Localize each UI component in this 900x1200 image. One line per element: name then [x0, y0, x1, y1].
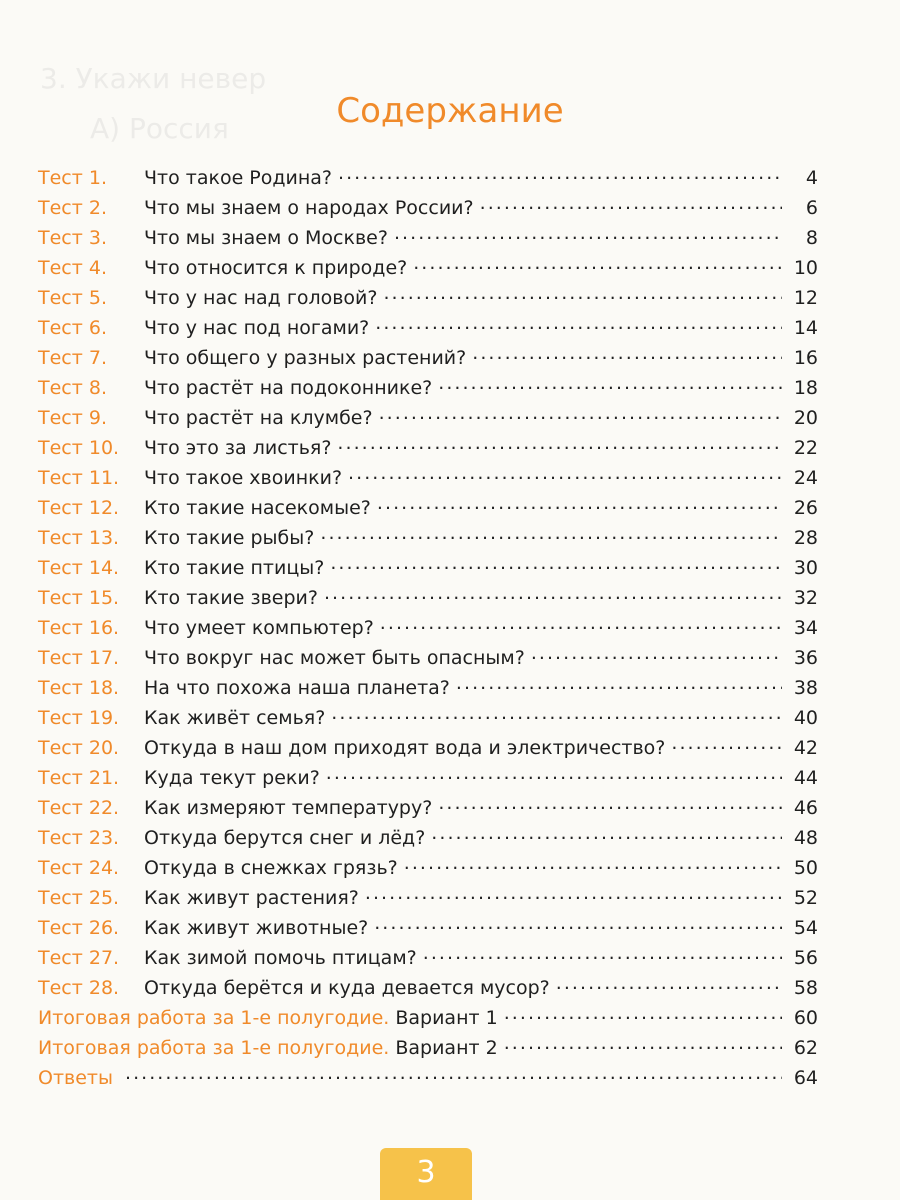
toc-entry-page: 4: [805, 167, 818, 189]
dot-leader: [383, 282, 782, 304]
toc-entry-label: Тест 25.: [38, 887, 120, 909]
toc-entry-title: Что мы знаем о Москве?: [144, 227, 388, 249]
toc-entry-title: Как измеряют температуру?: [144, 797, 433, 819]
toc-entry-title: Что мы знаем о народах России?: [144, 197, 474, 219]
toc-entry-label: Тест 28.: [38, 977, 120, 999]
toc-entry-title: Откуда берётся и куда девается мусор?: [144, 977, 550, 999]
toc-entry-label: Тест 15.: [38, 587, 120, 609]
toc-entry-title: Что общего у разных растений?: [144, 347, 467, 369]
toc-entry-page: 10: [793, 257, 818, 279]
toc-entry-label: Тест 23.: [38, 827, 120, 849]
dot-leader: [330, 552, 782, 574]
dot-leader: [379, 402, 782, 424]
dot-leader: [671, 732, 782, 754]
toc-entry-title: Что растёт на подоконнике?: [144, 377, 433, 399]
toc-entry[interactable]: [38, 972, 818, 1002]
toc-entry-label: Тест 27.: [38, 947, 120, 969]
dot-leader: [326, 762, 782, 784]
toc-entry-title: Кто такие насекомые?: [144, 497, 371, 519]
dot-leader: [331, 702, 782, 724]
toc-entry-label: Тест 18.: [38, 677, 120, 699]
toc-entry-title: Как живёт семья?: [144, 707, 326, 729]
toc-entry-title: Как зимой помочь птицам?: [144, 947, 417, 969]
toc-entry-page: 50: [793, 857, 818, 879]
toc-entry-page: 8: [805, 227, 818, 249]
toc-entry-title: Вариант 2: [395, 1037, 498, 1059]
dot-leader: [472, 342, 782, 364]
toc-entry-label: Тест 13.: [38, 527, 120, 549]
toc-entry[interactable]: [38, 552, 818, 582]
toc-entry-page: 16: [793, 347, 818, 369]
toc-entry-label: Тест 3.: [38, 227, 107, 249]
toc-entry-label: Тест 8.: [38, 377, 107, 399]
toc-entry-label: Тест 26.: [38, 917, 120, 939]
dot-leader: [404, 852, 782, 874]
toc-entry-title: Кто такие птицы?: [144, 557, 325, 579]
toc-entry-page: 28: [793, 527, 818, 549]
toc-entry[interactable]: [38, 852, 818, 882]
toc-entry[interactable]: [38, 492, 818, 522]
toc-entry-page: 54: [793, 917, 818, 939]
toc-entry-title: Откуда в наш дом приходят вода и электричество?: [144, 737, 666, 759]
toc-entry-page: 48: [793, 827, 818, 849]
toc-entry-label: Тест 17.: [38, 647, 120, 669]
toc-entry-title: Что растёт на клумбе?: [144, 407, 373, 429]
dot-leader: [125, 1062, 782, 1084]
toc-entry-label: Тест 19.: [38, 707, 120, 729]
dot-leader: [438, 372, 782, 394]
dot-leader: [324, 582, 782, 604]
toc-entry-title: Что относится к природе?: [144, 257, 408, 279]
table-of-contents: [38, 162, 818, 1092]
toc-entry-title: Что у нас над головой?: [144, 287, 378, 309]
toc-entry-page: 38: [793, 677, 818, 699]
toc-entry-page: 20: [793, 407, 818, 429]
toc-entry-label: Тест 1.: [38, 167, 107, 189]
dot-leader: [423, 942, 782, 964]
toc-entry[interactable]: [38, 162, 818, 192]
toc-entry-page: 26: [793, 497, 818, 519]
toc-entry-title: Кто такие рыбы?: [144, 527, 315, 549]
toc-entry-page: 60: [793, 1007, 818, 1029]
toc-entry-title: Что такое хвоинки?: [144, 467, 343, 489]
toc-entry[interactable]: [38, 672, 818, 702]
toc-entry[interactable]: [38, 192, 818, 222]
toc-entry[interactable]: [38, 282, 818, 312]
toc-entry-page: 46: [793, 797, 818, 819]
toc-entry-page: 30: [793, 557, 818, 579]
toc-entry-page: 58: [793, 977, 818, 999]
toc-entry[interactable]: [38, 462, 818, 492]
toc-entry-label: Тест 24.: [38, 857, 120, 879]
toc-entry-label: Тест 21.: [38, 767, 120, 789]
toc-entry-title: Откуда в снежках грязь?: [144, 857, 398, 879]
dot-leader: [338, 162, 782, 184]
dot-leader: [504, 1032, 782, 1054]
toc-entry[interactable]: [38, 822, 818, 852]
toc-entry[interactable]: [38, 702, 818, 732]
toc-entry-label: Итоговая работа за 1-е полугодие.: [38, 1007, 390, 1029]
dot-leader: [380, 612, 782, 634]
dot-leader: [556, 972, 782, 994]
toc-entry[interactable]: [38, 732, 818, 762]
toc-entry-label: Тест 5.: [38, 287, 107, 309]
toc-entry-page: 18: [793, 377, 818, 399]
toc-entry[interactable]: [38, 252, 818, 282]
dot-leader: [413, 252, 782, 274]
toc-entry-title: Откуда берутся снег и лёд?: [144, 827, 426, 849]
toc-entry-page: 64: [793, 1067, 818, 1089]
dot-leader: [394, 222, 782, 244]
toc-entry[interactable]: [38, 942, 818, 972]
toc-entry-label: Тест 22.: [38, 797, 120, 819]
toc-entry-page: 44: [793, 767, 818, 789]
toc-entry-page: 42: [793, 737, 818, 759]
dot-leader: [375, 312, 782, 334]
show-through-text: 3. Укажи невер: [40, 62, 267, 95]
toc-entry-title: Что у нас под ногами?: [144, 317, 370, 339]
toc-entry-page: 36: [793, 647, 818, 669]
toc-entry[interactable]: [38, 1032, 818, 1062]
toc-entry-title: Куда текут реки?: [144, 767, 320, 789]
toc-entry-page: 24: [793, 467, 818, 489]
toc-entry-page: 56: [793, 947, 818, 969]
toc-entry-title: Как живут растения?: [144, 887, 359, 909]
toc-entry-label: Итоговая работа за 1-е полугодие.: [38, 1037, 390, 1059]
dot-leader: [438, 792, 782, 814]
dot-leader: [480, 192, 782, 214]
toc-entry-page: 22: [793, 437, 818, 459]
toc-entry-label: Тест 2.: [38, 197, 107, 219]
toc-entry[interactable]: [38, 912, 818, 942]
toc-entry-title: Как живут животные?: [144, 917, 369, 939]
toc-entry-page: 52: [793, 887, 818, 909]
toc-entry[interactable]: [38, 1002, 818, 1032]
toc-entry[interactable]: [38, 402, 818, 432]
toc-entry[interactable]: [38, 342, 818, 372]
dot-leader: [504, 1002, 782, 1024]
toc-entry[interactable]: [38, 432, 818, 462]
page-number-badge: 3: [380, 1148, 472, 1200]
toc-entry[interactable]: [38, 612, 818, 642]
toc-entry-label: Тест 7.: [38, 347, 107, 369]
toc-entry-page: 12: [793, 287, 818, 309]
show-through-text: А) Россия: [90, 112, 229, 145]
toc-entry-label: Тест 12.: [38, 497, 120, 519]
toc-entry[interactable]: [38, 792, 818, 822]
dot-leader: [377, 492, 782, 514]
toc-entry[interactable]: [38, 642, 818, 672]
toc-entry[interactable]: [38, 1062, 818, 1092]
toc-entry[interactable]: [38, 222, 818, 252]
toc-entry-title: На что похожа наша планета?: [144, 677, 450, 699]
toc-entry-title: Что такое Родина?: [144, 167, 333, 189]
toc-entry-title: Что вокруг нас может быть опасным?: [144, 647, 525, 669]
toc-entry-title: Вариант 1: [395, 1007, 498, 1029]
toc-entry-label: Тест 9.: [38, 407, 107, 429]
toc-entry[interactable]: [38, 882, 818, 912]
dot-leader: [431, 822, 782, 844]
toc-entry[interactable]: [38, 762, 818, 792]
dot-leader: [348, 462, 782, 484]
toc-entry-label: Ответы: [38, 1067, 113, 1089]
toc-entry-label: Тест 14.: [38, 557, 120, 579]
toc-entry[interactable]: [38, 522, 818, 552]
toc-entry-title: Что это за листья?: [144, 437, 332, 459]
toc-entry-page: 6: [805, 197, 818, 219]
toc-entry[interactable]: [38, 312, 818, 342]
dot-leader: [365, 882, 782, 904]
toc-entry-page: 34: [793, 617, 818, 639]
toc-entry-title: Кто такие звери?: [144, 587, 318, 609]
toc-entry[interactable]: [38, 582, 818, 612]
toc-entry-label: Тест 6.: [38, 317, 107, 339]
dot-leader: [531, 642, 782, 664]
toc-entry-label: Тест 20.: [38, 737, 120, 759]
toc-entry-page: 40: [793, 707, 818, 729]
toc-entry-page: 32: [793, 587, 818, 609]
dot-leader: [337, 432, 782, 454]
dot-leader: [320, 522, 782, 544]
toc-entry[interactable]: [38, 372, 818, 402]
toc-entry-page: 14: [793, 317, 818, 339]
dot-leader: [456, 672, 782, 694]
toc-entry-page: 62: [793, 1037, 818, 1059]
page-title: Содержание: [336, 90, 564, 131]
toc-entry-label: Тест 11.: [38, 467, 120, 489]
dot-leader: [374, 912, 782, 934]
toc-entry-label: Тест 10.: [38, 437, 120, 459]
toc-entry-label: Тест 16.: [38, 617, 120, 639]
toc-entry-label: Тест 4.: [38, 257, 107, 279]
toc-entry-title: Что умеет компьютер?: [144, 617, 374, 639]
